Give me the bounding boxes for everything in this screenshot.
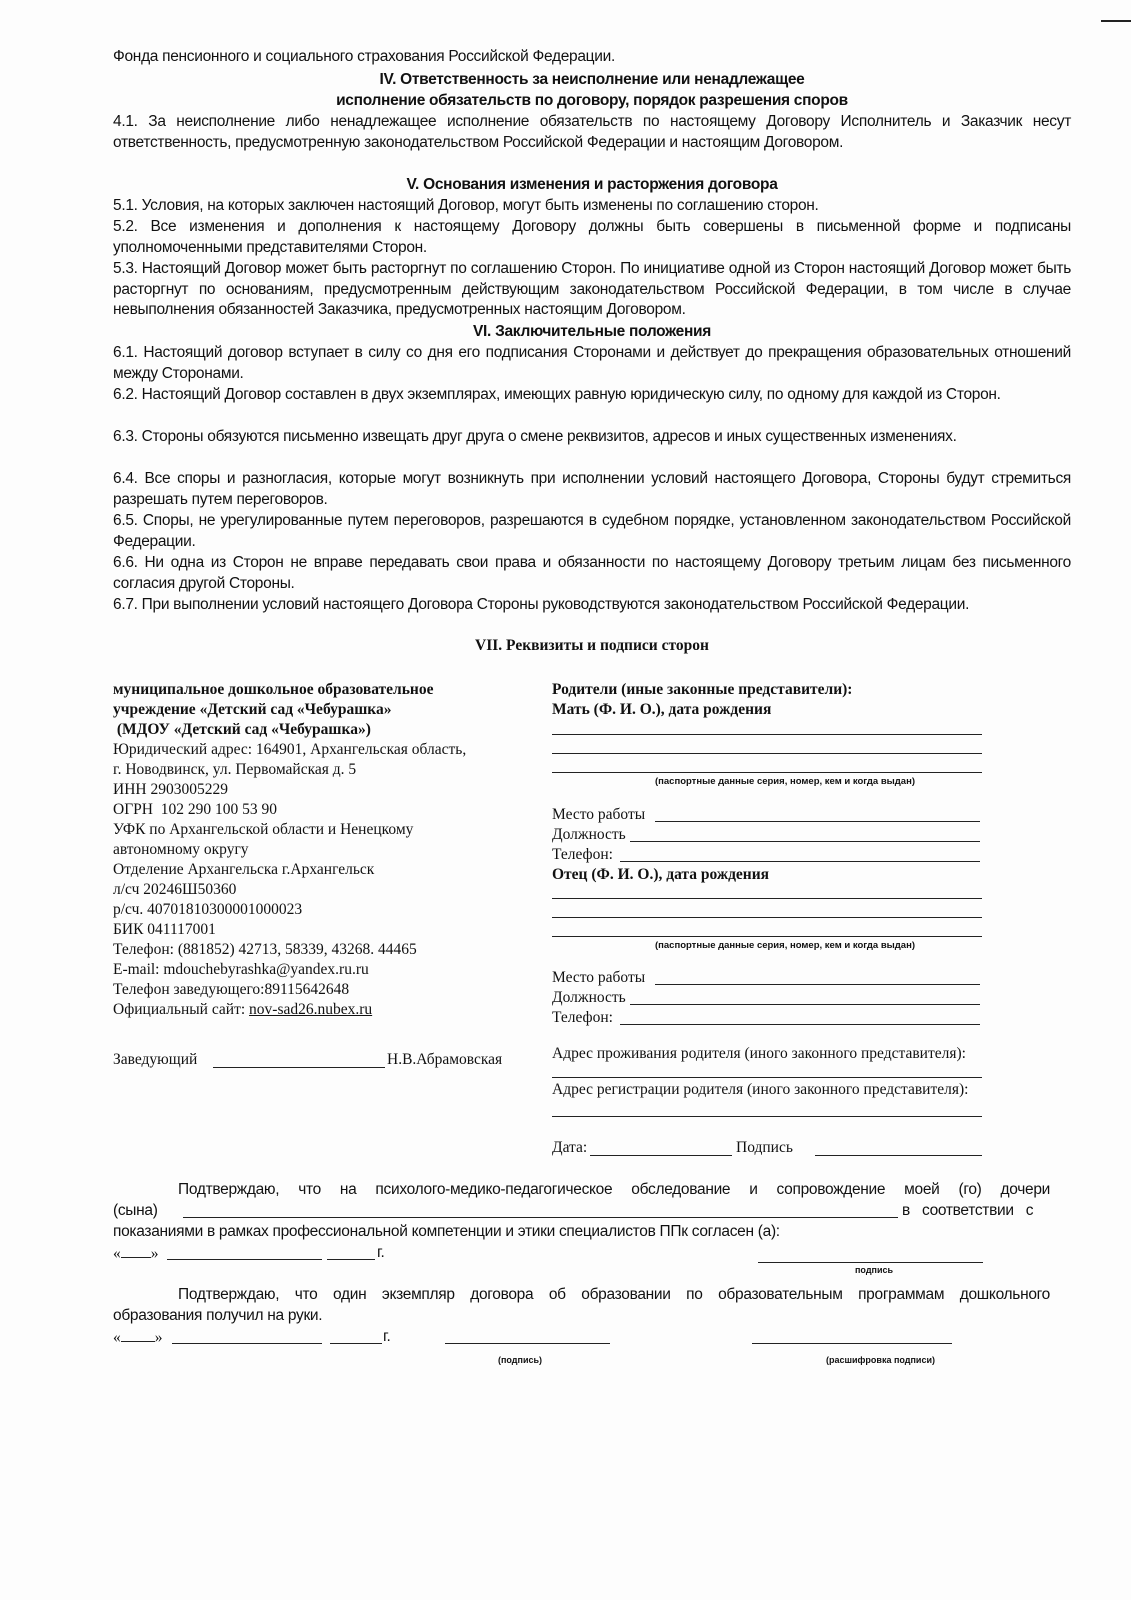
consent1-date — [113, 1243, 159, 1264]
org-ufk-line2: автономному округу — [113, 841, 249, 858]
mother-label: Мать (Ф. И. О.), дата рождения — [552, 701, 772, 718]
org-address-line2: г. Новодвинск, ул. Первомайская д. 5 — [113, 761, 357, 778]
date-close-quote: » — [150, 1245, 159, 1262]
section4-title-line2: исполнение обязательств по договору, порядок разрешения споров — [336, 92, 848, 109]
consent2-month-field[interactable] — [172, 1343, 322, 1344]
consent2-year-suffix: г. — [383, 1328, 391, 1345]
date-open-quote: « — [113, 1329, 121, 1346]
consent2-year-field[interactable] — [330, 1343, 382, 1344]
consent2-line1: Подтверждаю, что один экземпляр договора об образовании по образовательным программам дошкольного — [178, 1286, 1050, 1303]
mother-work-field[interactable] — [655, 821, 980, 822]
org-ufk-line1: УФК по Архангельской области и Ненецкому — [113, 821, 414, 838]
mother-work-label: Место работы — [552, 806, 646, 823]
mother-passport-caption: (паспортные данные серия, номер, кем и когда выдан) — [655, 776, 915, 787]
mother-field-line2[interactable] — [552, 753, 982, 754]
section6-title: VI. Заключительные положения — [473, 323, 711, 340]
father-position-field[interactable] — [630, 1004, 980, 1005]
head-signature-line[interactable] — [213, 1067, 385, 1068]
consent2-line2: образования получил на руки. — [113, 1307, 323, 1324]
date-label: Дата: — [552, 1139, 588, 1156]
clause-6-3: 6.3. Стороны обязуются письменно извещать друг друга о смене реквизитов, адресов и иных существенных изменениях. — [113, 428, 957, 445]
clause-5-2: 5.2. Все изменения и дополнения к настоящему Договору должны быть совершены в письменной форме и подписаны уполномоченными представителями Сторон. — [113, 218, 1071, 256]
father-phone-label: Телефон: — [552, 1009, 613, 1026]
head-label: Заведующий — [113, 1051, 198, 1068]
mother-phone-label: Телефон: — [552, 846, 613, 863]
section4-title-line1: IV. Ответственность за неисполнение или ненадлежащее — [379, 71, 805, 88]
org-settlement-account: р/сч. 40701810300001000023 — [113, 901, 303, 918]
mother-field-line3[interactable] — [552, 772, 982, 773]
clause-5-1: 5.1. Условия, на которых заключен настоящий Договор, могут быть изменены по соглашению сторон. — [113, 197, 819, 214]
mother-field-line1[interactable] — [552, 734, 982, 735]
consent1-line1: Подтверждаю, что на психолого-медико-педагогическое обследование и сопровождение моей (го) дочери — [178, 1181, 1050, 1198]
org-site-label: Официальный сайт: — [113, 1001, 250, 1018]
consent1-signature-field[interactable] — [758, 1262, 983, 1263]
residence-field[interactable] — [552, 1077, 982, 1078]
father-field-line1[interactable] — [552, 898, 982, 899]
signature-label: Подпись — [736, 1139, 793, 1156]
clause-6-5: 6.5. Споры, не урегулированные путем переговоров, разрешаются в судебном порядке, установленном законодательством Российской Федерации. — [113, 512, 1071, 550]
org-inn: ИНН 2903005229 — [113, 781, 228, 798]
clause-6-7: 6.7. При выполнении условий настоящего Договора Стороны руководствуются законодательством Российской Федерации. — [113, 596, 970, 613]
consent1-line3: показаниями в рамках профессиональной компетенции и этики специалистов ППк согласен (а): — [113, 1223, 780, 1240]
mother-position-field[interactable] — [630, 841, 980, 842]
mother-phone-field[interactable] — [620, 861, 980, 862]
org-head-phone: Телефон заведующего:89115642648 — [113, 981, 350, 998]
consent1-month-field[interactable] — [167, 1259, 322, 1260]
father-work-field[interactable] — [655, 984, 980, 985]
section5-title: V. Основания изменения и расторжения договора — [406, 176, 778, 193]
registration-field[interactable] — [552, 1116, 982, 1117]
clause-6-4: 6.4. Все споры и разногласия, которые могут возникнуть при исполнении условий настоящего Договора, Стороны будут стремиться разрешать путем переговоров. — [113, 470, 1071, 508]
date-close-quote: » — [154, 1329, 163, 1346]
consent2-decode-caption: (расшифровка подписи) — [826, 1355, 935, 1365]
clause-4-1: 4.1. За неисполнение либо ненадлежащее исполнение обязательств по настоящему Договору Исполнитель и Заказчик несут ответственность, предусмотренную законодательством Российской Федерации и настоящим Договором. — [113, 113, 1071, 151]
father-passport-caption: (паспортные данные серия, номер, кем и когда выдан) — [655, 940, 915, 951]
org-bik: БИК 041117001 — [113, 921, 216, 938]
section7-title: VII. Реквизиты и подписи сторон — [475, 637, 709, 654]
org-ogrn: ОГРН 102 290 100 53 90 — [113, 801, 277, 818]
org-email: E-mail: mdouchebyrashka@yandex.ru.ru — [113, 961, 369, 978]
signature-field[interactable] — [815, 1155, 982, 1156]
org-site-link[interactable]: nov-sad26.nubex.ru — [249, 1001, 373, 1018]
clause-5-3: 5.3. Настоящий Договор может быть расторгнут по соглашению Сторон. По инициативе одной из Сторон настоящий Договор может быть расторгнут по основаниям, предусмотренным действующим законодательством Российской Федерации, в том числе в случае невыполнения обязанностей Заказчика, предусмотренных настоящим Договором. — [113, 260, 1071, 318]
date-open-quote: « — [113, 1245, 121, 1262]
org-personal-account: л/сч 20246Ш50360 — [113, 881, 237, 898]
consent1-year-suffix: г. — [377, 1244, 385, 1261]
consent2-date — [113, 1327, 163, 1348]
father-work-label: Место работы — [552, 969, 646, 986]
org-site — [113, 1000, 372, 1020]
consent1-sign-caption: подпись — [855, 1265, 894, 1275]
parents-title: Родители (иные законные представители): — [552, 681, 853, 698]
clause-6-1: 6.1. Настоящий договор вступает в силу со дня его подписания Сторонами и действует до прекращения образовательных отношений между Сторонами. — [113, 344, 1071, 382]
father-position-label: Должность — [552, 989, 626, 1006]
registration-label: Адрес регистрации родителя (иного законного представителя): — [552, 1081, 969, 1098]
org-branch: Отделение Архангельска г.Архангельск — [113, 861, 375, 878]
father-field-line3[interactable] — [552, 936, 982, 937]
consent1-son-label: (сына) — [113, 1202, 158, 1219]
org-name-line3: (МДОУ «Детский сад «Чебурашка») — [113, 721, 371, 738]
org-address-line1: Юридический адрес: 164901, Архангельская область, — [113, 741, 467, 758]
org-phone: Телефон: (881852) 42713, 58339, 43268. 44465 — [113, 941, 417, 958]
consent1-accordance: в соответствии с — [902, 1202, 1034, 1219]
consent2-sign-caption: (подпись) — [498, 1355, 543, 1365]
org-name-line1: муниципальное дошкольное образовательное — [113, 681, 434, 698]
father-label: Отец (Ф. И. О.), дата рождения — [552, 866, 770, 883]
child-name-field[interactable] — [183, 1217, 898, 1218]
residence-label: Адрес проживания родителя (иного законного представителя): — [552, 1045, 966, 1062]
father-phone-field[interactable] — [620, 1024, 980, 1025]
date-field[interactable] — [590, 1155, 732, 1156]
head-name: Н.В.Абрамовская — [387, 1051, 503, 1068]
clause-6-6: 6.6. Ни одна из Сторон не вправе передавать свои права и обязанности по настоящему Договору третьим лицам без письменного согласия другой Стороны. — [113, 554, 1071, 592]
mother-position-label: Должность — [552, 826, 626, 843]
clause-6-2: 6.2. Настоящий Договор составлен в двух экземплярах, имеющих равную юридическую силу, по одному для каждой из Сторон. — [113, 386, 1001, 403]
father-field-line2[interactable] — [552, 917, 982, 918]
scan-edge-mark — [1101, 20, 1131, 22]
consent1-year-field[interactable] — [327, 1259, 375, 1260]
consent2-signature-field[interactable] — [445, 1343, 610, 1344]
consent1-day-field[interactable] — [121, 1243, 151, 1258]
org-name-line2: учреждение «Детский сад «Чебурашка» — [113, 701, 392, 718]
top-line: Фонда пенсионного и социального страхования Российской Федерации. — [113, 48, 615, 65]
consent2-decode-field[interactable] — [752, 1343, 952, 1344]
consent2-day-field[interactable] — [121, 1327, 155, 1342]
